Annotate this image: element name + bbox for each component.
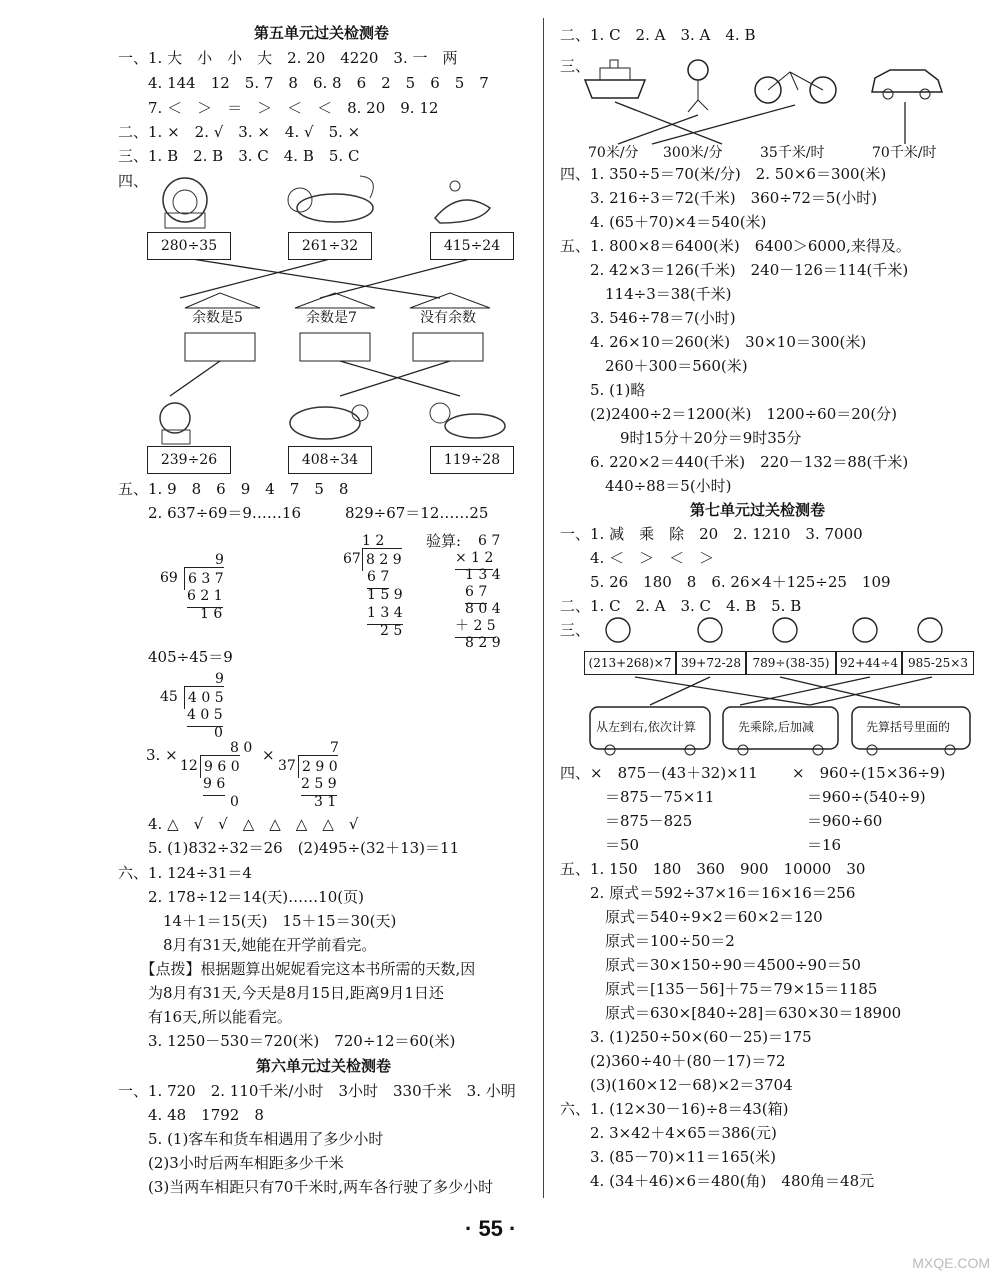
ship-icon (585, 60, 645, 98)
check-e: 8 0 4 (465, 601, 501, 617)
div4-quotient: 8 0 (230, 740, 253, 756)
unit6-r-12: 9时15分＋20分＝9时35分 (560, 429, 802, 447)
expr-box-4: 92+44÷4 (836, 651, 902, 675)
q5-3-mark2: × (262, 746, 275, 764)
unit6-r-10: 5. (1)略 (560, 381, 646, 399)
div4-rem: 0 (230, 794, 239, 810)
unit7-r-14: 4. (34＋46)×6＝480(角) 480角＝48元 (560, 1172, 875, 1190)
div4-dividend: 9 6 0 (200, 755, 240, 778)
div4-sub: 9 6 (203, 773, 225, 796)
q4-left-2: ＝875－75×11 (560, 788, 715, 806)
unit7-r-9: (2)360÷40＋(80－17)＝72 (560, 1052, 786, 1070)
div1-sub: 6 2 1 (187, 585, 223, 608)
check-f: ＋ 2 5 (455, 615, 496, 638)
unit6-r-1: 四、1. 350÷5＝70(米/分) 2. 50×6＝300(米) (560, 165, 887, 183)
tail-line-2: 5. (1)832÷32＝26 (2)495÷(32＋13)＝11 (118, 839, 460, 857)
div5-quotient: 7 (330, 740, 339, 756)
tail-line-8: 为8月有31天,今天是8月15日,距离9月1日还 (118, 984, 444, 1002)
q5-line-2: 2. 637÷69＝9……16 (118, 504, 301, 522)
q4-box-bottom-3: 119÷28 (430, 446, 514, 474)
unit7-r-6: 原式＝[135－56]＋75＝79×15＝1185 (560, 980, 878, 998)
unit7-r-12: 2. 3×42＋4×65＝386(元) (560, 1124, 777, 1142)
tail-line-4: 2. 178÷12＝14(天)……10(页) (118, 888, 364, 906)
tail-line-5: 14＋1＝15(天) 15＋15＝30(天) (118, 912, 397, 930)
unit7-r-8: 3. (1)250÷50×(60－25)＝175 (560, 1028, 812, 1046)
q4-box-bottom-1: 239÷26 (147, 446, 231, 474)
car-icon (872, 70, 942, 99)
tail-line-1: 4. △ √ √ △ △ △ △ √ (118, 815, 359, 833)
unit6-r-7: 3. 546÷78＝7(小时) (560, 309, 736, 327)
q4-right-4: ＝16 (792, 836, 842, 854)
unit7-line-5: 三、 (560, 621, 591, 639)
div5-dividend: 2 9 0 (298, 755, 338, 778)
child-2-icon (698, 618, 722, 642)
q5-line-2b: 829÷67＝12……25 (345, 504, 489, 522)
q4-left-4: ＝50 (560, 836, 640, 854)
unit6-r-13: 6. 220×2＝440(千米) 220－132＝88(千米) (560, 453, 909, 471)
div2-r1: 6 7 (367, 566, 389, 589)
unit6-r-9: 260＋300＝560(米) (560, 357, 748, 375)
check-c: 1 3 4 (465, 567, 501, 583)
q4-left-1: 四、× 875－(43＋32)×11 (560, 764, 758, 782)
unit7-line-3: 5. 26 180 8 6. 26×4＋125÷25 109 (560, 573, 891, 591)
q4-house-label-1: 余数是5 (192, 310, 243, 326)
unit7-r-3: 原式＝540÷9×2＝60×2＝120 (560, 908, 823, 926)
dog-icon (288, 176, 373, 222)
q4-box-top-1: 280÷35 (147, 232, 231, 260)
unit6-right-line-1: 二、1. C 2. A 3. A 4. B (560, 26, 756, 44)
q4-box-top-3: 415÷24 (430, 232, 514, 260)
expr-box-2: 39+72-28 (676, 651, 746, 675)
q4-right-1: × 960÷(15×36÷9) (792, 764, 946, 782)
tail-line-9: 有16天,所以能看完。 (118, 1008, 292, 1026)
unit6-line-1: 一、1. 720 2. 110千米/小时 3小时 330千米 3. 小明 (118, 1082, 516, 1100)
div2-quotient: 1 2 (362, 533, 385, 549)
div5-rem: 3 1 (314, 794, 337, 810)
unit5-line-2: 4. 144 12 5. 7 8 6. 8 6 2 5 6 5 7 (118, 74, 489, 92)
q4-right-2: ＝960÷(540÷9) (792, 788, 926, 806)
bus-label-3: 先算括号里面的 (866, 720, 951, 734)
speed-label-1: 70米/分 (588, 145, 639, 161)
page-number: · 55 · (465, 1216, 517, 1241)
tail-line-6: 8月有31天,她能在开学前看完。 (118, 936, 377, 954)
div1-divisor: 69 (160, 570, 178, 586)
div2-r3: 1 3 4 (367, 602, 403, 625)
q4-left-3: ＝875－825 (560, 812, 693, 830)
unit7-r-13: 3. (85－70)×11＝165(米) (560, 1148, 776, 1166)
child-3-icon (773, 618, 797, 642)
lion-icon (163, 178, 207, 228)
check-g: 8 2 9 (465, 635, 501, 651)
unit7-line-4: 二、1. C 2. A 3. C 4. B 5. B (560, 597, 802, 615)
q5-3-label: 3. × (146, 746, 178, 764)
q5-line-3: 405÷45＝9 (118, 648, 233, 666)
unit5-line-5: 三、1. B 2. B 3. C 4. B 5. C (118, 147, 360, 165)
check-a: 6 7 (478, 533, 501, 549)
div3-sub: 4 0 5 (187, 704, 223, 727)
unit5-line-3: 7. ＜ ＞ ＝ ＞ ＜ ＜ 8. 20 9. 12 (118, 99, 439, 117)
dolphin-icon (435, 181, 490, 223)
div3-divisor: 45 (160, 689, 178, 705)
watermark: MXQE.COM (912, 1255, 990, 1271)
div5-sub: 2 5 9 (301, 773, 337, 796)
speed-label-4: 70千米/时 (872, 145, 937, 161)
unit6-r-2: 3. 216÷3＝72(千米) 360÷72＝5(小时) (560, 189, 878, 207)
q3-children-bus-figure (580, 612, 980, 762)
div2-divisor: 67 (343, 551, 361, 567)
q4-house-label-3: 没有余数 (420, 310, 476, 326)
q5-yansuan: 验算: (426, 532, 462, 550)
expr-box-1: (213+268)×7 (584, 651, 676, 675)
column-divider (543, 18, 544, 1198)
unit6-r-4: 五、1. 800×8＝6400(米) 6400＞6000,来得及。 (560, 237, 911, 255)
unit6-r-3: 4. (65＋70)×4＝540(米) (560, 213, 767, 231)
check-d: 6 7 (465, 581, 487, 604)
check-b: × 1 2 (455, 547, 493, 570)
unit6-r-14: 440÷88＝5(小时) (560, 477, 732, 495)
child-1-icon (606, 618, 630, 642)
bus-label-1: 从左到右,依次计算 (596, 720, 696, 734)
bicycle-icon (755, 72, 836, 103)
div4-divisor: 12 (180, 758, 198, 774)
unit6-r-6: 114÷3＝38(千米) (560, 285, 732, 303)
div2-dividend: 8 2 9 (362, 548, 402, 571)
unit7-r-11: 六、1. (12×30－16)÷8＝43(箱) (560, 1100, 789, 1118)
div2-r2: 1 5 9 (367, 587, 403, 603)
child-5-icon (918, 618, 942, 642)
speed-label-2: 300米/分 (663, 145, 723, 161)
child-4-icon (853, 618, 877, 642)
bus-label-2: 先乘除,后加减 (738, 720, 814, 734)
tail-line-3: 六、1. 124÷31＝4 (118, 864, 252, 882)
unit6-right-line-2: 三、 (560, 57, 591, 75)
q4-house-label-2: 余数是7 (306, 310, 357, 326)
unit7-r-7: 原式＝630×[840÷28]＝630×30＝18900 (560, 1004, 902, 1022)
unit7-r-5: 原式＝30×150÷90＝4500÷90＝50 (560, 956, 861, 974)
sheep-icon (290, 405, 368, 439)
unit6-r-5: 2. 42×3＝126(千米) 240－126＝114(千米) (560, 261, 909, 279)
div1-quotient: 9 (215, 552, 224, 568)
unit6-line-2: 4. 48 1792 8 (118, 1106, 264, 1124)
div2-rem: 2 5 (380, 623, 403, 639)
tail-line-10: 3. 1250－530＝720(米) 720÷12＝60(米) (118, 1032, 456, 1050)
unit7-r-10: (3)(160×12－68)×2＝3704 (560, 1076, 793, 1094)
div3-quotient: 9 (215, 671, 224, 687)
q3-vehicles-figure (580, 50, 960, 150)
speed-label-3: 35千米/时 (760, 145, 825, 161)
expr-box-3: 789÷(38-35) (746, 651, 836, 675)
q4-right-3: ＝960÷60 (792, 812, 883, 830)
q4-box-bottom-2: 408÷34 (288, 446, 372, 474)
div3-rem: 0 (214, 725, 223, 741)
unit5-line-4: 二、1. × 2. √ 3. × 4. √ 5. × (118, 123, 361, 141)
expr-box-5: 985-25×3 (902, 651, 974, 675)
q5-line-1: 五、1. 9 8 6 9 4 7 5 8 (118, 480, 349, 498)
unit7-title: 第七单元过关检测卷 (690, 501, 826, 519)
monkey-icon (160, 403, 190, 444)
boy-icon (688, 60, 708, 112)
dog2-icon (430, 403, 505, 438)
unit6-line-5: (3)当两车相距只有70千米时,两车各行驶了多少小时 (118, 1178, 494, 1196)
div5-divisor: 37 (278, 758, 296, 774)
unit5-line-1: 一、1. 大 小 小 大 2. 20 4220 3. 一 两 (118, 49, 458, 67)
div1-rem: 1 6 (200, 606, 223, 622)
unit7-line-1: 一、1. 减 乘 除 20 2. 1210 3. 7000 (560, 525, 863, 543)
unit6-line-3: 5. (1)客车和货车相遇用了多少小时 (118, 1130, 384, 1148)
unit6-title: 第六单元过关检测卷 (256, 1057, 392, 1075)
unit7-line-2: 4. ＜ ＞ ＜ ＞ (560, 549, 715, 567)
unit6-r-8: 4. 26×10＝260(米) 30×10＝300(米) (560, 333, 867, 351)
unit7-r-1: 五、1. 150 180 360 900 10000 30 (560, 860, 866, 878)
unit6-line-4: (2)3小时后两车相距多少千米 (118, 1154, 344, 1172)
tail-line-7: 【点拨】根据题算出妮妮看完这本书所需的天数,因 (118, 960, 476, 978)
unit5-line-6: 四、 (118, 172, 149, 190)
div1-dividend: 6 3 7 (184, 567, 224, 590)
unit7-r-2: 2. 原式＝592÷37×16＝16×16＝256 (560, 884, 856, 902)
unit5-title: 第五单元过关检测卷 (254, 24, 390, 42)
unit6-r-11: (2)2400÷2＝1200(米) 1200÷60＝20(分) (560, 405, 898, 423)
div3-dividend: 4 0 5 (184, 686, 224, 709)
unit7-r-4: 原式＝100÷50＝2 (560, 932, 735, 950)
q4-box-top-2: 261÷32 (288, 232, 372, 260)
